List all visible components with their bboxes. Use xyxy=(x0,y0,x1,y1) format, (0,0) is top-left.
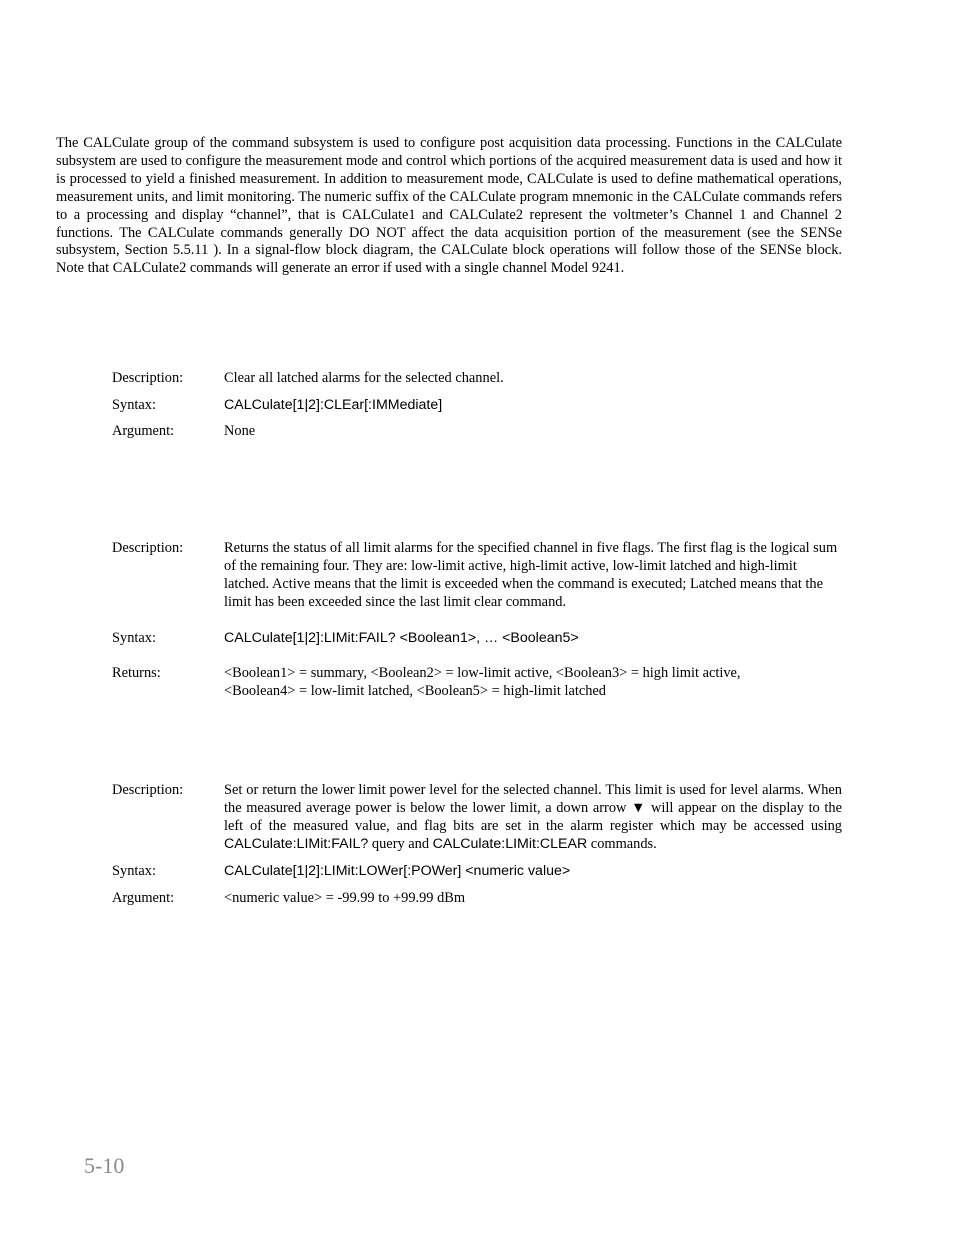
clear-description-text: Clear all latched alarms for the selected channel. xyxy=(224,370,504,386)
argument-label: Argument: xyxy=(112,890,175,906)
fail-command-block xyxy=(112,539,842,700)
description-label: Description: xyxy=(112,782,184,798)
clear-argument-text: None xyxy=(224,423,256,439)
lower-argument-row xyxy=(112,889,842,907)
lower-description-text xyxy=(224,781,842,853)
clear-syntax-row xyxy=(112,396,842,414)
clear-syntax-text: CALCulate[1|2]:CLEar[:IMMediate] xyxy=(224,397,443,413)
syntax-label: Syntax: xyxy=(112,630,156,646)
lower-command-block xyxy=(112,781,842,907)
fail-description-row xyxy=(112,539,842,611)
clear-argument-row xyxy=(112,422,842,440)
fail-returns-row xyxy=(112,664,842,700)
page-number: 5-10 xyxy=(84,1153,125,1178)
argument-label: Argument: xyxy=(112,423,175,439)
syntax-label: Syntax: xyxy=(112,397,156,413)
fail-query-code: CALCulate:LIMit:FAIL? xyxy=(224,836,369,852)
clear-command-code: CALCulate:LIMit:CLEAR xyxy=(432,836,588,852)
clear-command-block xyxy=(112,369,842,440)
fail-returns-line-1: <Boolean1> = summary, <Boolean2> = low-limit active, <Boolean3> = high limit active, xyxy=(224,665,741,681)
returns-label: Returns: xyxy=(112,665,161,681)
lower-description-part-1: Set or return the lower limit power level for the selected channel. This limit is used for level alarms. When the measured average power is below the lower limit, a down arrow ▼ will appear on the display to the left of the measured value, and flag bits are set in the alarm register which may be accessed using xyxy=(224,782,842,834)
fail-syntax-text: CALCulate[1|2]:LIMit:FAIL? <Boolean1>, … <Boolean5> xyxy=(224,630,579,646)
intro-paragraph: The CALCulate group of the command subsystem is used to configure post acquisition data processing. Functions in the CALCulate subsystem are used to configure the measurement mode and control which portions of the acquired measurement data is used and how it is processed to yield a finished measurement. In addition to measurement mode, CALCulate is used to define mathematical operations, measurement units, and limit monitoring. The numeric suffix of the CALCulate program mnemonic in the CALCulate commands refers to a processing and display “channel”, that is CALCulate1 and CALCulate2 represent the voltmeter’s Channel 1 and Channel 2 functions. The CALCulate commands generally DO NOT affect the data acquisition portion of the measurement (see the SENSe subsystem, Section 5.5.11 ). In a signal-flow block diagram, the CALCulate block operations will follow those of the SENSe block. Note that CALCulate2 commands will generate an error if used with a single channel Model 9241. xyxy=(56,135,842,277)
syntax-label: Syntax: xyxy=(112,863,156,879)
description-label: Description: xyxy=(112,370,184,386)
lower-description-row xyxy=(112,781,842,853)
lower-syntax-row xyxy=(112,862,842,880)
lower-argument-text: <numeric value> = -99.99 to +99.99 dBm xyxy=(224,890,466,906)
fail-syntax-row xyxy=(112,629,842,647)
lower-description-part-2: query and xyxy=(368,836,433,852)
fail-description-text: Returns the status of all limit alarms for the specified channel in five flags. The first flag is the logical sum of the remaining four. They are: low-limit active, high-limit active, low-limit latched and high-limit latched. Active means that the limit is exceeded when the command is executed; Latched means that the limit has been exceeded since the last limit clear command. xyxy=(224,540,838,610)
clear-description-row xyxy=(112,369,842,387)
description-label: Description: xyxy=(112,540,184,556)
lower-syntax-text: CALCulate[1|2]:LIMit:LOWer[:POWer] <numeric value> xyxy=(224,863,571,879)
fail-returns-line-2: <Boolean4> = low-limit latched, <Boolean5> = high-limit latched xyxy=(224,683,607,699)
lower-description-part-3: commands. xyxy=(587,836,657,852)
